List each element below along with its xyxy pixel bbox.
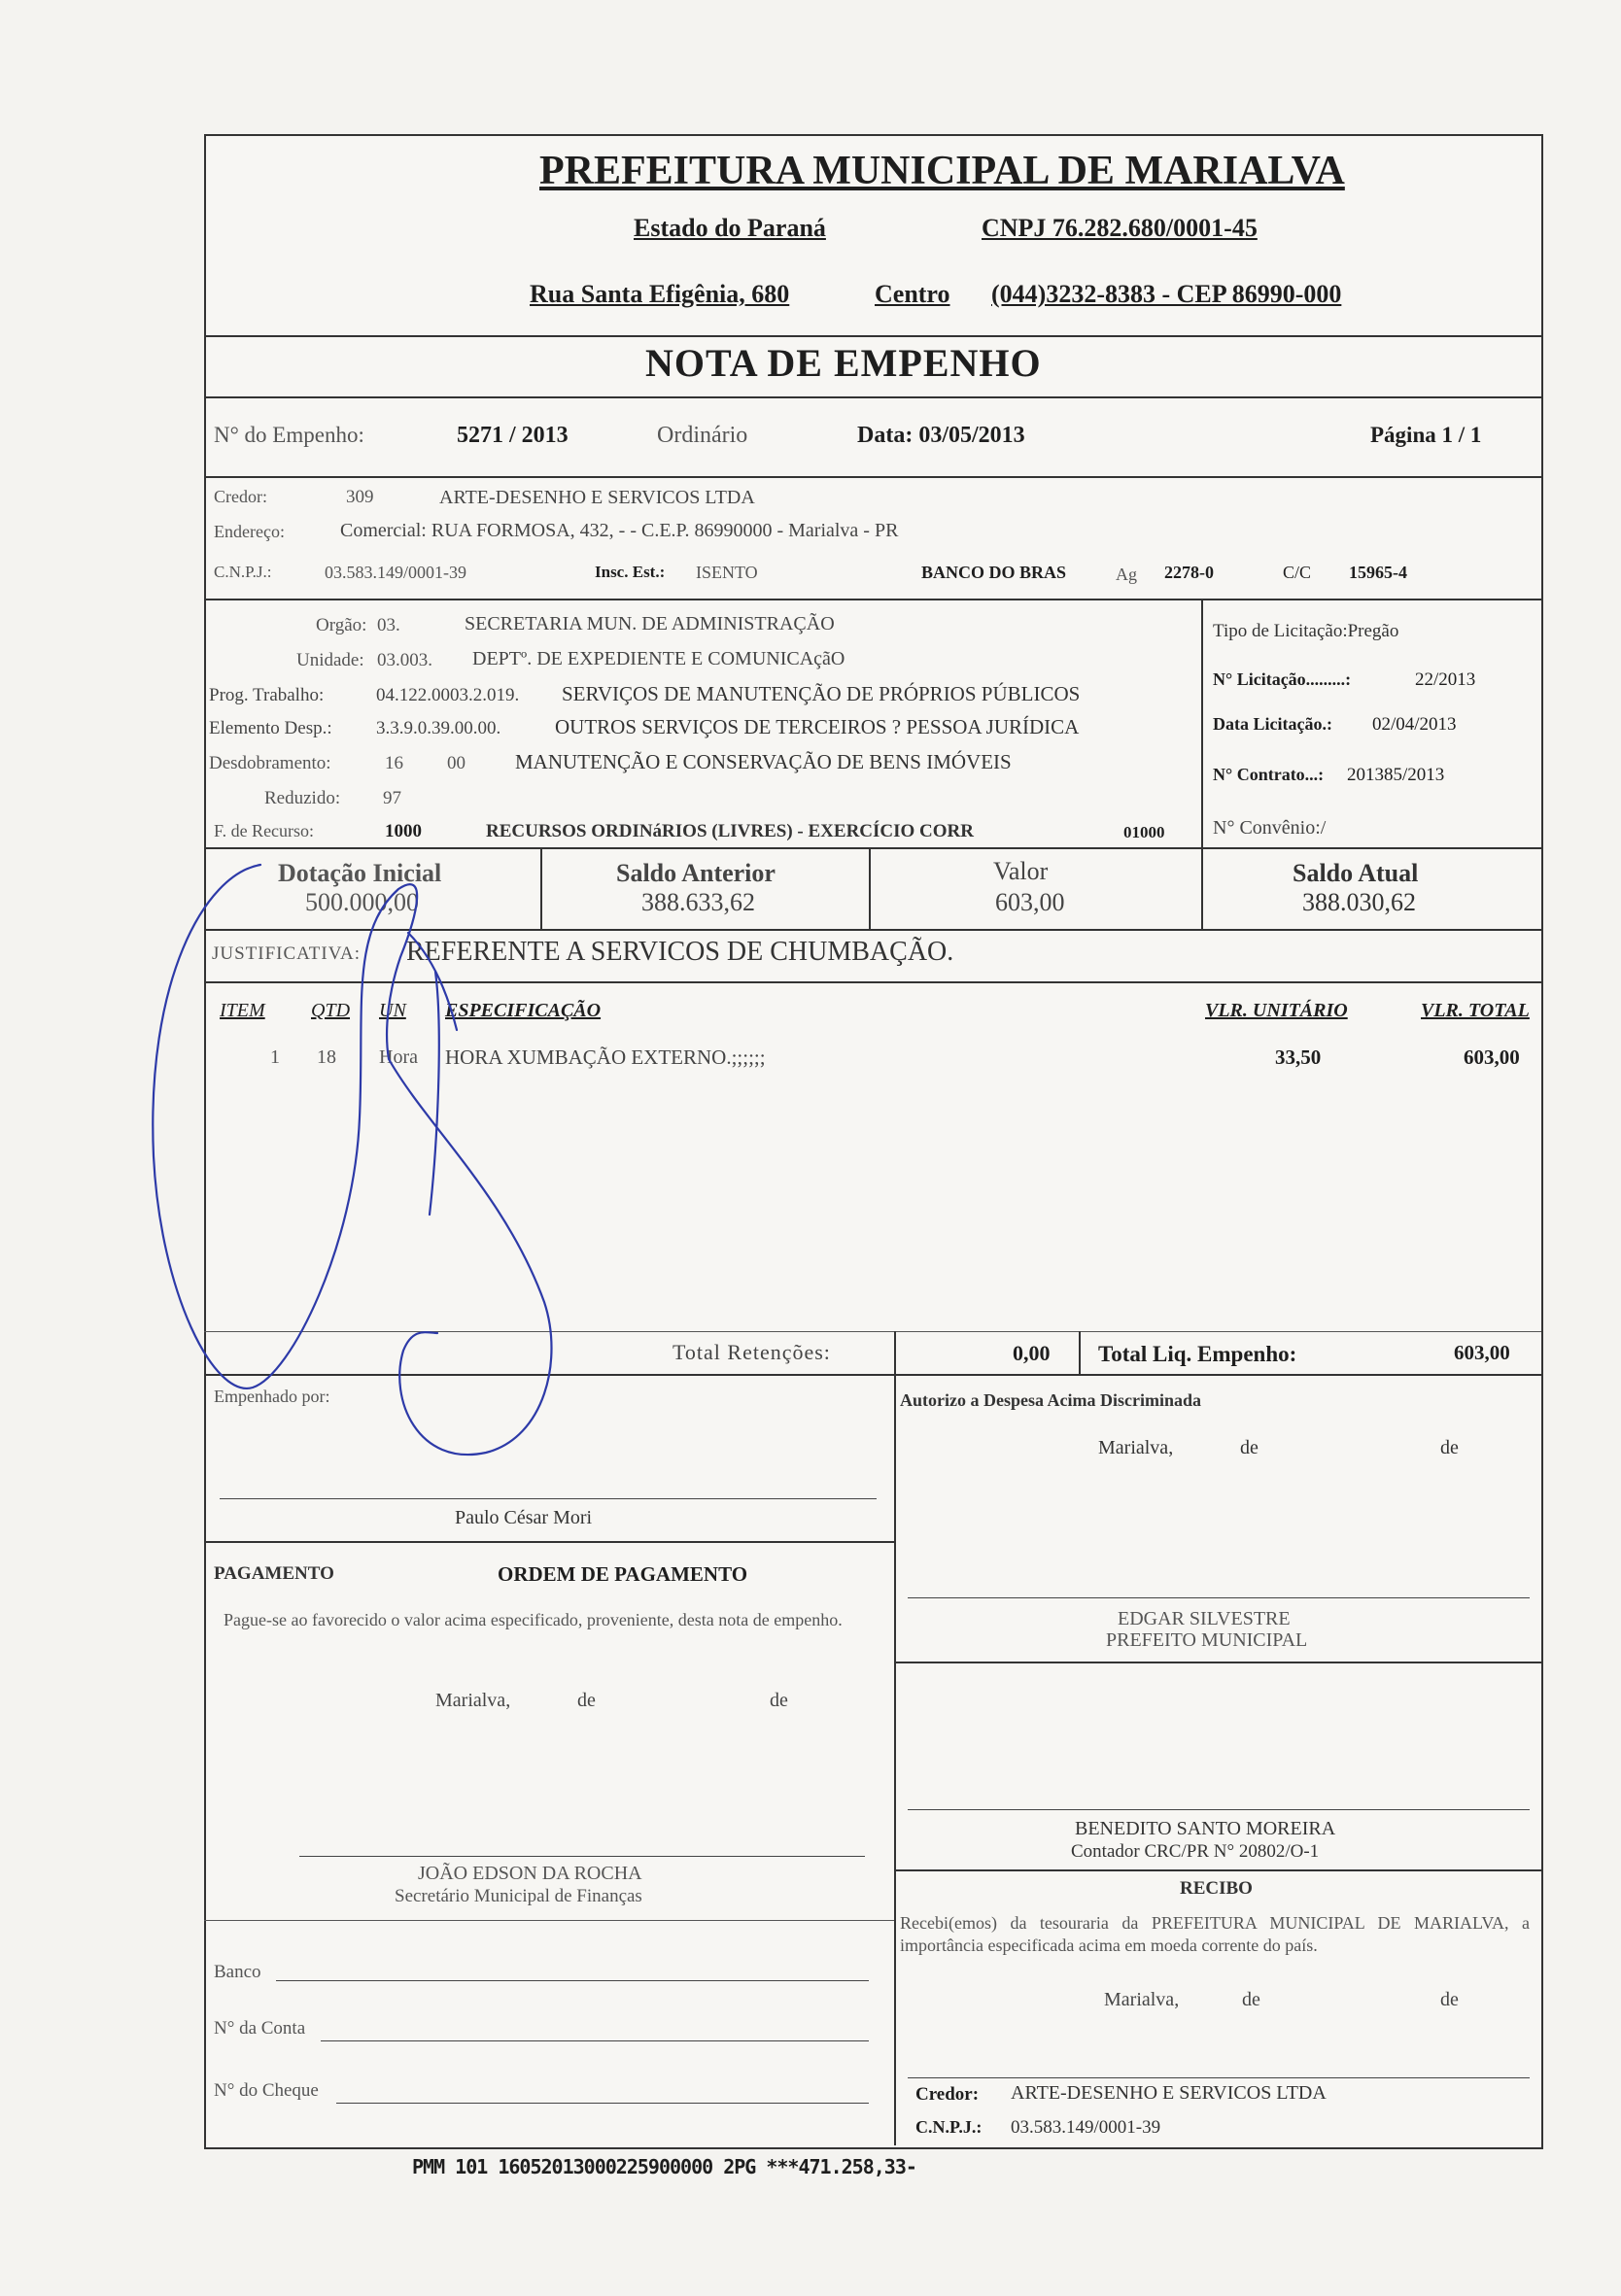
footer-code: PMM 101 16052013000225900000 2PG ***471.258,33- (412, 2155, 916, 2178)
empenhado-label: Empenhado por: (214, 1387, 330, 1406)
document-title: NOTA DE EMPENHO (645, 341, 1042, 385)
contrato-value: 201385/2013 (1347, 765, 1445, 785)
conta-label: N° da Conta (214, 2018, 306, 2039)
autorizo-de1: de (1240, 1437, 1259, 1458)
endereco-label: Endereço: (214, 522, 285, 541)
insc-label: Insc. Est.: (595, 563, 666, 581)
col-unit-value: VLR. UNITÁRIO (1205, 1000, 1348, 1021)
contrato-label: N° Contrato...: (1213, 765, 1325, 784)
reduzido-label: Reduzido: (264, 788, 341, 808)
divider (204, 929, 1541, 931)
empenho-number: 5271 / 2013 (457, 423, 569, 448)
prog-value: SERVIÇOS DE MANUTENÇÃO DE PRÓPRIOS PÚBLICOS (562, 682, 1081, 705)
banco-label: Banco (214, 1962, 261, 1982)
recurso-label: F. de Recurso: (214, 821, 315, 840)
cnpj-credor-label: C.N.P.J.: (214, 563, 272, 581)
divider (204, 1374, 1541, 1376)
empenho-type: Ordinário (657, 423, 748, 448)
col-un: UN (379, 1000, 406, 1021)
justificativa-label: JUSTIFICATIVA: (212, 943, 362, 964)
credor-footer-cnpj-label: C.N.P.J.: (915, 2117, 983, 2137)
tipo-licitacao: Tipo de Licitação:Pregão (1213, 621, 1399, 641)
justificativa-text: REFERENTE A SERVICOS DE CHUMBAÇÃO. (406, 937, 954, 967)
prefeito-role: PREFEITO MUNICIPAL (1106, 1629, 1308, 1651)
data-licitacao-label: Data Licitação.: (1213, 714, 1332, 734)
orgao-label: Orgão: (316, 615, 367, 635)
endereco-value: Comercial: RUA FORMOSA, 432, - - C.E.P. 86990000 - Marialva - PR (340, 520, 899, 541)
unidade-value: DEPTº. DE EXPEDIENTE E COMUNICAçãO (472, 648, 845, 669)
recurso-code: 1000 (385, 821, 422, 841)
pagamento-de1: de (577, 1690, 596, 1711)
desdobramento-sub: 00 (447, 753, 466, 773)
col-spec: ESPECIFICAÇÃO (445, 1000, 602, 1021)
phone-cep-label: (044)3232-8383 - CEP 86990-000 (991, 280, 1342, 308)
orgao-code: 03. (377, 615, 400, 635)
contador-role: Contador CRC/PR N° 20802/O-1 (1071, 1841, 1320, 1862)
credor-footer-name: ARTE-DESENHO E SERVICOS LTDA (1011, 2082, 1327, 2104)
reduzido-value: 97 (383, 788, 401, 808)
item-qtd: 18 (317, 1046, 336, 1068)
dotacao-inicial-label: Dotação Inicial (278, 859, 442, 887)
signature-line (220, 1498, 877, 1499)
item-total-value: 603,00 (1464, 1045, 1520, 1069)
item-spec: HORA XUMBAÇÃO EXTERNO.;;;;;; (445, 1045, 766, 1069)
desdobramento-code: 16 (385, 753, 403, 773)
divider (894, 1869, 1541, 1871)
divider (204, 476, 1541, 478)
numero-licitacao-value: 22/2013 (1415, 669, 1476, 690)
credor-name: ARTE-DESENHO E SERVICOS LTDA (439, 487, 755, 508)
signature-line (299, 1856, 865, 1857)
total-liquido-value: 603,00 (1454, 1341, 1510, 1364)
saldo-atual-value: 388.030,62 (1302, 888, 1416, 916)
account-value: 15965-4 (1349, 563, 1407, 582)
total-retencoes-label: Total Retenções: (673, 1340, 831, 1364)
unidade-code: 03.003. (377, 650, 432, 670)
empenho-date: Data: 03/05/2013 (857, 423, 1025, 448)
bank-name: BANCO DO BRAS (921, 563, 1067, 582)
divider (204, 1331, 1541, 1332)
divider (894, 1374, 896, 2145)
autorizo-de2: de (1440, 1437, 1459, 1458)
divider (540, 847, 542, 929)
credor-footer-cnpj: 03.583.149/0001-39 (1011, 2117, 1161, 2138)
divider (204, 335, 1541, 337)
signature-line (908, 1809, 1530, 1810)
item-number: 1 (270, 1046, 280, 1068)
col-total-value: VLR. TOTAL (1421, 1000, 1530, 1021)
total-retencoes-value: 0,00 (1013, 1341, 1051, 1365)
agency-label: Ag (1116, 565, 1137, 584)
data-licitacao-value: 02/04/2013 (1372, 714, 1457, 735)
saldo-anterior-label: Saldo Anterior (616, 859, 776, 887)
cheque-line (336, 2103, 869, 2104)
cheque-label: N° do Cheque (214, 2080, 319, 2101)
desdobramento-label: Desdobramento: (209, 753, 331, 773)
elemento-value: OUTROS SERVIÇOS DE TERCEIROS ? PESSOA JURÍDICA (555, 715, 1080, 738)
prog-label: Prog. Trabalho: (209, 685, 325, 705)
valor-label: Valor (993, 857, 1049, 885)
cnpj-credor-value: 03.583.149/0001-39 (325, 563, 466, 582)
credor-code: 309 (346, 487, 374, 507)
account-label: C/C (1283, 563, 1312, 582)
ordem-pagamento-label: ORDEM DE PAGAMENTO (498, 1562, 748, 1586)
divider (1201, 599, 1203, 847)
state-label: Estado do Paraná (634, 214, 826, 242)
unidade-label: Unidade: (296, 650, 364, 670)
recurso-value: RECURSOS ORDINáRIOS (LIVRES) - EXERCÍCIO CORR (486, 821, 974, 841)
divider (204, 847, 1541, 849)
recibo-city: Marialva, (1104, 1989, 1180, 2010)
insc-value: ISENTO (696, 563, 758, 582)
signature-line (908, 2077, 1530, 2078)
secretario-role: Secretário Municipal de Finanças (395, 1886, 642, 1906)
empenhado-name: Paulo César Mori (455, 1507, 593, 1528)
divider (204, 396, 1541, 398)
convenio-label: N° Convênio:/ (1213, 817, 1327, 839)
divider (869, 847, 871, 929)
elemento-label: Elemento Desp.: (209, 718, 332, 738)
page-number: Página 1 / 1 (1370, 423, 1482, 447)
recurso-number: 01000 (1123, 823, 1165, 841)
municipality-title: PREFEITURA MUNICIPAL DE MARIALVA (539, 149, 1345, 193)
agency-value: 2278-0 (1164, 563, 1214, 582)
divider (1201, 847, 1203, 929)
address-label: Rua Santa Efigênia, 680 (530, 280, 790, 308)
banco-line (276, 1980, 869, 1981)
dotacao-inicial-value: 500.000,00 (305, 888, 419, 916)
credor-label: Credor: (214, 487, 267, 506)
autorizo-label: Autorizo a Despesa Acima Discriminada (900, 1390, 1201, 1410)
neighborhood-label: Centro (875, 280, 950, 308)
autorizo-city: Marialva, (1098, 1437, 1174, 1458)
pagamento-city: Marialva, (435, 1690, 511, 1711)
conta-line (321, 2040, 869, 2041)
recibo-de1: de (1242, 1989, 1260, 2010)
pagamento-text: Pague-se ao favorecido o valor acima especificado, proveniente, desta nota de empenho. (224, 1610, 843, 1629)
item-un: Hora (379, 1046, 418, 1068)
total-liquido-label: Total Liq. Empenho: (1098, 1342, 1297, 1366)
cnpj-label: CNPJ 76.282.680/0001-45 (982, 214, 1258, 242)
divider (1079, 1331, 1081, 1374)
recibo-text: Recebi(emos) da tesouraria da PREFEITURA MUNICIPAL DE MARIALVA, a importância especificada acima em moeda corrente do país. (900, 1913, 1530, 1956)
divider (204, 599, 1541, 600)
divider (204, 1920, 894, 1921)
elemento-code: 3.3.9.0.39.00.00. (376, 718, 501, 738)
prefeito-name: EDGAR SILVESTRE (1118, 1608, 1291, 1629)
desdobramento-value: MANUTENÇÃO E CONSERVAÇÃO DE BENS IMÓVEIS (515, 750, 1012, 773)
secretario-name: JOÃO EDSON DA ROCHA (418, 1863, 642, 1884)
credor-footer-label: Credor: (915, 2084, 980, 2105)
divider (894, 1662, 1541, 1663)
divider (204, 1541, 894, 1543)
prog-code: 04.122.0003.2.019. (376, 685, 520, 705)
saldo-atual-label: Saldo Atual (1293, 859, 1419, 887)
numero-licitacao-label: N° Licitação.........: (1213, 669, 1352, 689)
saldo-anterior-value: 388.633,62 (641, 888, 755, 916)
contador-name: BENEDITO SANTO MOREIRA (1075, 1818, 1336, 1839)
orgao-value: SECRETARIA MUN. DE ADMINISTRAÇÃO (465, 613, 835, 634)
signature-line (908, 1597, 1530, 1598)
divider (894, 1331, 896, 1374)
pagamento-de2: de (770, 1690, 788, 1711)
recibo-label: RECIBO (1180, 1878, 1253, 1899)
item-unit-value: 33,50 (1275, 1045, 1322, 1069)
valor-value: 603,00 (995, 888, 1065, 916)
col-qtd: QTD (311, 1000, 351, 1021)
empenho-number-label: N° do Empenho: (214, 423, 364, 447)
col-item: ITEM (220, 1000, 265, 1021)
divider (204, 981, 1541, 983)
recibo-de2: de (1440, 1989, 1459, 2010)
pagamento-label: PAGAMENTO (214, 1563, 334, 1584)
